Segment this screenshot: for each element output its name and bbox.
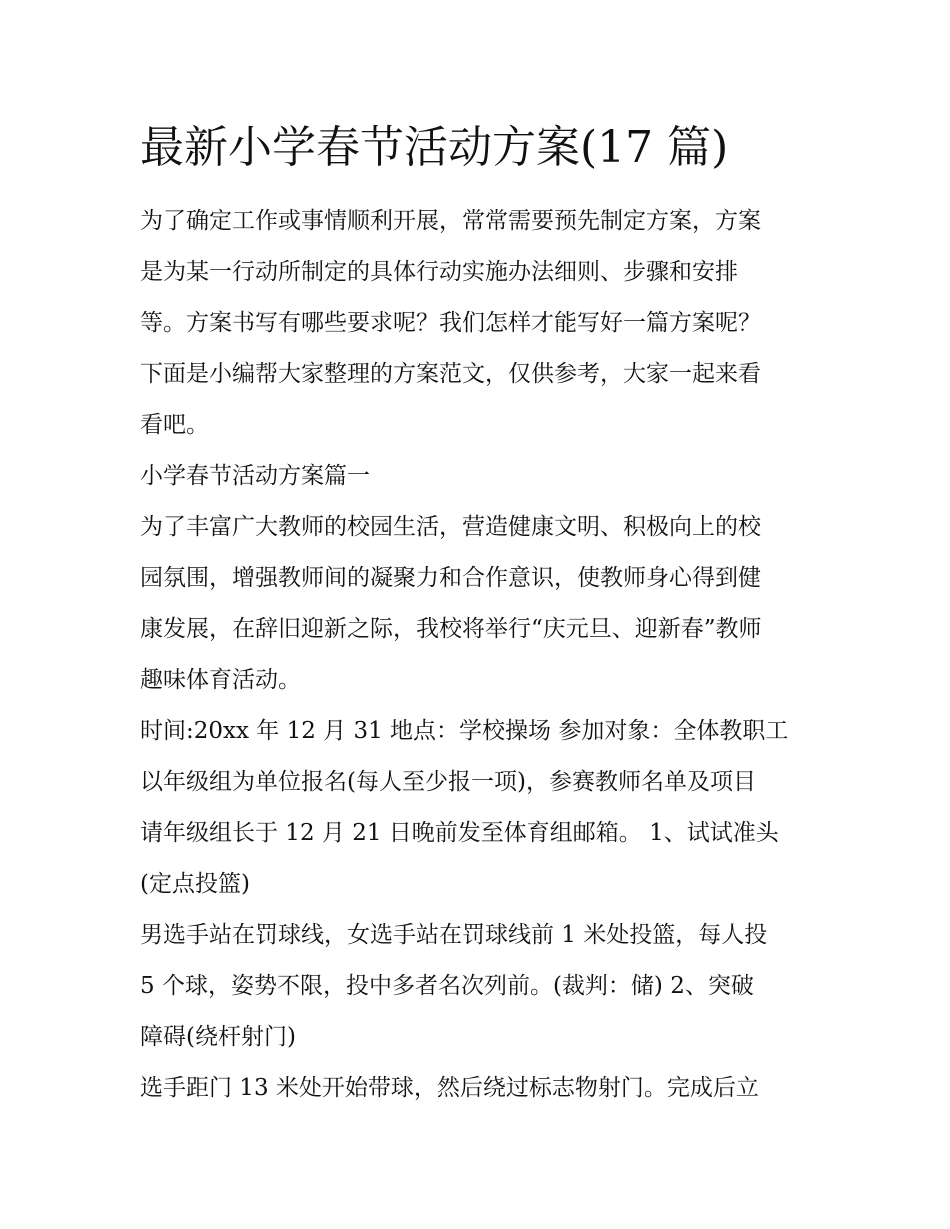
paragraph-line: 下面是小编帮大家整理的方案范文，仅供参考，大家一起来看 <box>140 361 761 387</box>
paragraph-line: 是为某一行动所制定的具体行动实施办法细则、步骤和安排 <box>140 259 738 285</box>
paragraph-line: 园氛围，增强教师间的凝聚力和合作意识，使教师身心得到健 <box>140 565 761 591</box>
paragraph-line: 请年级组长于 12 月 21 日晚前发至体育组邮箱。 1、试试准头 <box>140 820 779 846</box>
paragraph-line: 为了丰富广大教师的校园生活，营造健康文明、积极向上的校 <box>140 514 761 540</box>
paragraph-line: 康发展，在辞旧迎新之际，我校将举行“庆元旦、迎新春”教师 <box>140 616 762 642</box>
section-heading: 小学春节活动方案篇一 <box>140 463 370 489</box>
paragraph-line: 5 个球，姿势不限，投中多者名次列前。(裁判：储) 2、突破 <box>140 973 754 999</box>
paragraph-line: 为了确定工作或事情顺利开展，常常需要预先制定方案，方案 <box>140 208 761 234</box>
paragraph-line: 看吧。 <box>140 412 209 438</box>
paragraph-line: 等。方案书写有哪些要求呢？我们怎样才能写好一篇方案呢？ <box>140 310 761 336</box>
paragraph-line: (定点投篮) <box>140 871 250 897</box>
paragraph-line: 选手距门 13 米处开始带球，然后绕过标志物射门。完成后立 <box>140 1075 759 1101</box>
paragraph-line: 障碍(绕杆射门) <box>140 1024 296 1050</box>
document-title: 最新小学春节活动方案(17 篇) <box>140 122 729 173</box>
paragraph-line: 时间:20xx 年 12 月 31 地点：学校操场 参加对象：全体教职工 <box>140 718 789 744</box>
paragraph-line: 趣味体育活动。 <box>140 667 301 693</box>
paragraph-line: 以年级组为单位报名(每人至少报一项)，参赛教师名单及项目 <box>140 769 756 795</box>
paragraph-line: 男选手站在罚球线，女选手站在罚球线前 1 米处投篮，每人投 <box>140 922 768 948</box>
